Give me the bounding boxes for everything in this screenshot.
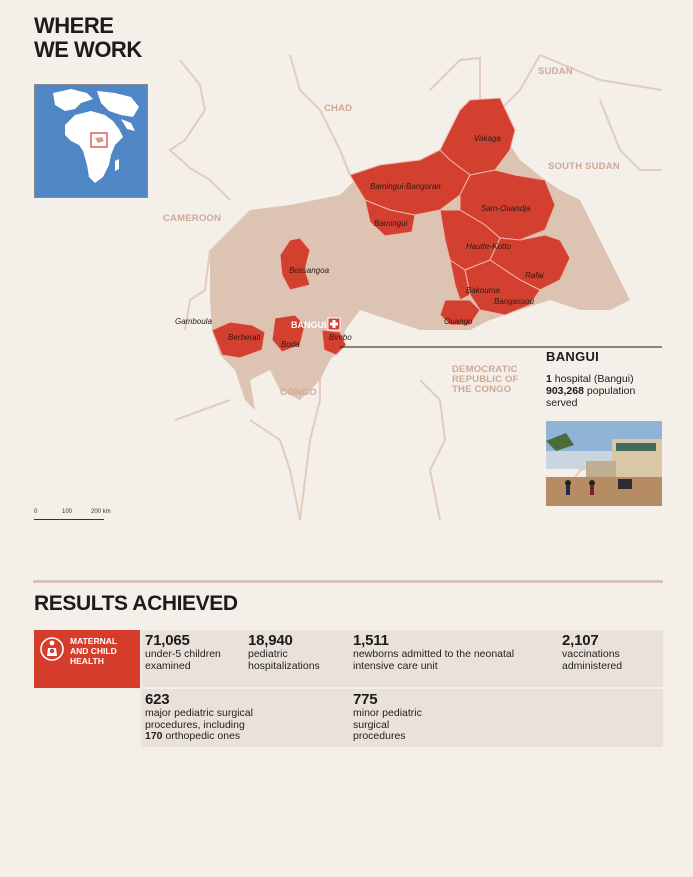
hospital-photo bbox=[546, 421, 662, 506]
africa-locator-map bbox=[34, 84, 148, 198]
bangui-heading: BANGUI bbox=[546, 349, 600, 364]
stat-desc: surgical bbox=[353, 718, 390, 731]
stat-value: 623 bbox=[145, 691, 170, 708]
stat-desc bbox=[145, 731, 253, 743]
region-label-bamingui: Bamingui bbox=[374, 219, 408, 228]
stat-desc: pediatric bbox=[248, 648, 288, 660]
population-text: population bbox=[586, 385, 636, 397]
region-label-sam-ouandja: Sam-Ouandja bbox=[481, 204, 531, 213]
category-label bbox=[70, 636, 136, 666]
stat-value: 71,065 bbox=[145, 632, 190, 649]
stat-value: 775 bbox=[353, 691, 378, 708]
bangui-info bbox=[546, 345, 662, 409]
category-line-3: HEALTH bbox=[70, 656, 104, 666]
orthopedic-count: 170 bbox=[145, 730, 163, 742]
region-label-berberati: Berberati bbox=[228, 333, 261, 342]
scale-label-200: 200 km bbox=[91, 509, 111, 515]
region-label-vakaga: Vakaga bbox=[474, 134, 501, 143]
title-line-2: WE WORK bbox=[34, 37, 142, 62]
region-label-bakouma: Bakouma bbox=[466, 286, 500, 295]
population-count: 903,268 bbox=[546, 385, 584, 397]
stat-minor-surgery bbox=[353, 691, 422, 743]
country-label-sudan: SUDAN bbox=[538, 66, 573, 77]
region-label-bamingui-bangoran: Bamingui-Bangoran bbox=[370, 182, 441, 191]
country-label-drc bbox=[452, 365, 519, 395]
country-label-chad: CHAD bbox=[324, 103, 353, 114]
bangui-hospitals bbox=[546, 373, 662, 385]
section-divider bbox=[33, 580, 663, 583]
region-label-gamboula: Gamboula bbox=[175, 317, 212, 326]
results-title: RESULTS ACHIEVED bbox=[34, 592, 238, 615]
locator-map-graphic bbox=[35, 85, 147, 197]
hospitals-text: hospital (Bangui) bbox=[554, 373, 634, 385]
population-text-2: served bbox=[546, 397, 578, 409]
scale-label-0: 0 bbox=[34, 509, 38, 515]
drc-line-3: THE CONGO bbox=[452, 384, 512, 395]
region-label-bossangoa: Bossangoa bbox=[289, 266, 330, 275]
stat-value: 18,940 bbox=[248, 632, 293, 649]
region-label-ouango: Ouango bbox=[444, 317, 473, 326]
drc-line-2: REPUBLIC OF bbox=[452, 374, 519, 385]
stat-newborns bbox=[353, 632, 514, 672]
stat-desc: vaccinations bbox=[562, 648, 620, 660]
stat-desc: examined bbox=[145, 659, 191, 672]
bangui-population bbox=[546, 385, 662, 397]
stat-desc: procedures, including bbox=[145, 718, 245, 731]
region-label-rafai: Rafai bbox=[525, 271, 544, 280]
region-label-boda: Boda bbox=[281, 340, 300, 349]
stat-desc: newborns admitted to the neonatal bbox=[353, 648, 515, 660]
bangui-cross-icon bbox=[328, 318, 340, 330]
country-label-congo: CONGO bbox=[280, 387, 317, 398]
stat-desc: hospitalizations bbox=[248, 659, 320, 672]
region-label-bangassou: Bangassou bbox=[494, 297, 535, 306]
capital-label-bangui: BANGUI bbox=[291, 320, 327, 330]
region-label-hautte-kotto: Hautte-Kotto bbox=[466, 242, 511, 251]
stat-desc: administered bbox=[562, 659, 623, 672]
hospitals-count: 1 bbox=[546, 373, 552, 385]
category-line-2: AND CHILD bbox=[70, 646, 117, 656]
stat-hospitalizations bbox=[248, 632, 320, 672]
stat-value: 1,511 bbox=[353, 632, 389, 649]
stat-vaccinations bbox=[562, 632, 622, 672]
country-label-south-sudan: SOUTH SUDAN bbox=[548, 161, 620, 172]
region-label-bimbo: Bimbo bbox=[329, 333, 352, 342]
stat-value: 2,107 bbox=[562, 632, 599, 649]
stat-desc: major pediatric surgical bbox=[145, 707, 253, 719]
country-label-cameroon: CAMEROON bbox=[163, 213, 222, 224]
mother-child-icon bbox=[40, 636, 64, 662]
scale-bar bbox=[34, 519, 104, 520]
stat-desc: minor pediatric bbox=[353, 707, 422, 719]
results-row-2 bbox=[141, 689, 663, 747]
stat-desc-3: orthopedic ones bbox=[165, 730, 241, 742]
maternal-child-health-badge bbox=[34, 630, 140, 688]
category-line-1: MATERNAL bbox=[70, 636, 118, 646]
title-line-1: WHERE bbox=[34, 13, 114, 38]
stat-desc: under-5 children bbox=[145, 648, 221, 660]
stat-major-surgery bbox=[145, 691, 253, 743]
drc-line-1: DEMOCRATIC bbox=[452, 364, 518, 375]
stat-children-examined bbox=[145, 632, 221, 672]
stat-desc: procedures bbox=[353, 730, 406, 742]
results-row-1 bbox=[141, 630, 663, 687]
scale-label-100: 100 bbox=[62, 509, 73, 515]
stat-desc: intensive care unit bbox=[353, 659, 438, 672]
